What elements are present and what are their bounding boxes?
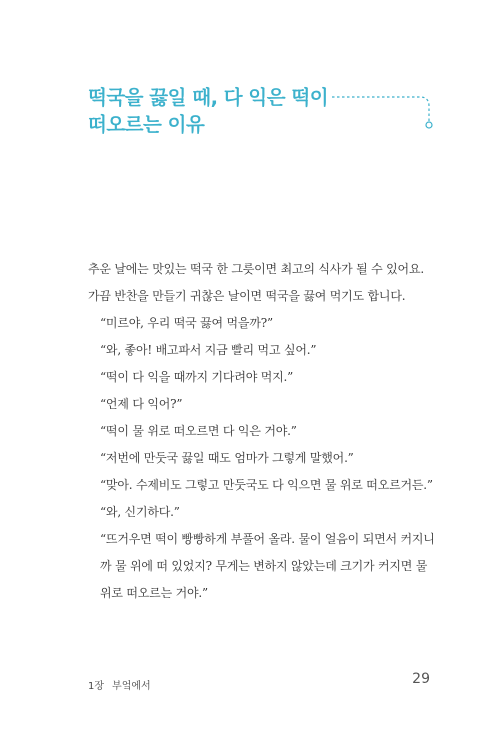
page-number: 29: [412, 671, 430, 687]
dashed-connector-decoration: [0, 0, 500, 140]
dialogue-line: “맞아. 수제비도 그렇고 만둣국도 다 익으면 물 위로 떠오르거든.”: [100, 478, 433, 492]
dialogue-line: “미르야, 우리 떡국 끓여 먹을까?”: [100, 316, 273, 330]
dialogue-line: “떡이 다 익을 때까지 기다려야 먹지.”: [100, 370, 294, 384]
paragraph: 추운 날에는 맛있는 떡국 한 그릇이면 최고의 식사가 될 수 있어요.: [88, 262, 424, 276]
running-footer: [88, 677, 151, 692]
dialogue-line: “떡이 물 위로 떠오르면 다 익은 거야.”: [100, 424, 297, 438]
heading-line-1: 떡국을 끓일 때, 다 익은 떡이: [88, 86, 329, 109]
dialogue-line: “언제 다 익어?”: [100, 397, 183, 411]
footer-section: 부엌에서: [112, 681, 151, 692]
dialogue-line: “저번에 만둣국 끓일 때도 엄마가 그렇게 말했어.”: [100, 451, 354, 465]
dialogue-line: “와, 좋아! 배고파서 지금 빨리 먹고 싶어.”: [100, 343, 317, 357]
heading-line-2: 떠오르는 이유: [88, 113, 205, 136]
connector-end-dot: [426, 122, 432, 128]
footer-chapter: 1장: [88, 681, 105, 692]
dialogue-line: “와, 신기하다.”: [100, 505, 180, 519]
dialogue-line: “뜨거우면 떡이 빵빵하게 부풀어 올라. 물이 얼음이 되면서 커지니까 물 위에 떠 있었지? 무게는 변하지 않았는데 크기가 커지면 물 위로 떠오르는 거야.”: [100, 532, 435, 600]
body-text: [88, 256, 440, 607]
paragraph: 가끔 반찬을 만들기 귀찮은 날이면 떡국을 끓여 먹기도 합니다.: [88, 289, 406, 303]
